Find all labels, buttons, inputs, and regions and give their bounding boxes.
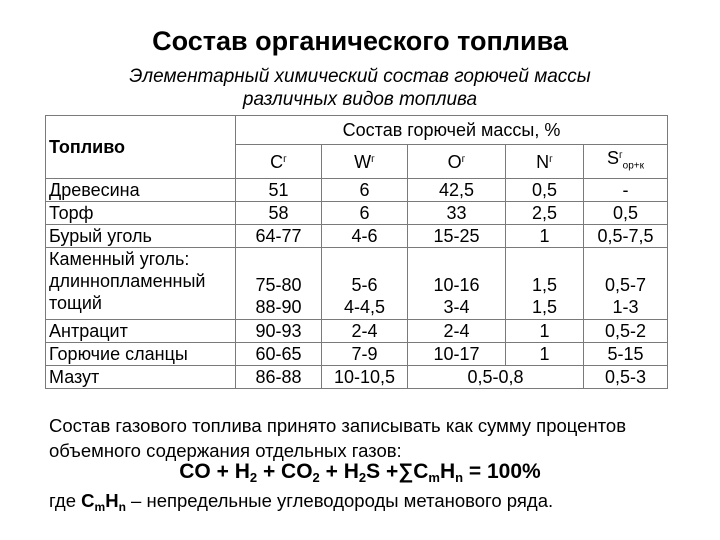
cell-n: 1 xyxy=(506,224,584,247)
cell-s: 0,5-7 1-3 xyxy=(584,247,668,319)
formula-note: где $C_mH_n$ – непредельные углеводороды метанового ряда. xyxy=(49,490,554,514)
cell-o: 15-25 xyxy=(408,224,506,247)
cell-o: 2-4 xyxy=(408,319,506,342)
cell-c: 86-88 xyxy=(236,365,322,388)
gas-fuel-paragraph: Состав газового топлива принято записывать как сумму процентов объемного содержания отдельных газов: xyxy=(49,415,627,461)
row-name: Горючие сланцы xyxy=(46,342,236,365)
subtitle-line-2: различных видов топлива xyxy=(242,89,478,110)
cell-s: 5-15 xyxy=(584,342,668,365)
subtitle-line-1: Элементарный химический состав горючей массы xyxy=(129,66,591,87)
cell-o-n: 0,5-0,8 xyxy=(408,365,584,388)
cell-n: 1 xyxy=(506,342,584,365)
cell-c: 64-77 xyxy=(236,224,322,247)
cell-s: 0,5-2 xyxy=(584,319,668,342)
cell-w: 10-10,5 xyxy=(322,365,408,388)
table-row-mazut xyxy=(46,365,668,388)
row-name: Древесина xyxy=(46,178,236,201)
cell-c: 58 xyxy=(236,201,322,224)
header-n: $N^г$ xyxy=(506,145,584,179)
cell-c: 51 xyxy=(236,178,322,201)
row-name: Антрацит xyxy=(46,319,236,342)
header-fuel: Топливо xyxy=(46,116,236,179)
header-s: $S^г_{ор+к}$ xyxy=(584,145,668,179)
cell-c: 90-93 xyxy=(236,319,322,342)
fuel-composition-table xyxy=(45,115,668,389)
table-row xyxy=(46,201,668,224)
cell-s: 0,5-7,5 xyxy=(584,224,668,247)
row-name: Бурый уголь xyxy=(46,224,236,247)
cell-w: 4-6 xyxy=(322,224,408,247)
cell-s: - xyxy=(584,178,668,201)
table-row xyxy=(46,319,668,342)
cell-o: 10-17 xyxy=(408,342,506,365)
cell-s: 0,5 xyxy=(584,201,668,224)
header-c: $C^г$ xyxy=(236,145,322,179)
page-title: Состав органического топлива xyxy=(152,26,568,56)
cell-n: 2,5 xyxy=(506,201,584,224)
cell-n: 1 xyxy=(506,319,584,342)
header-w: $W^г$ xyxy=(322,145,408,179)
page-subtitle xyxy=(0,65,720,111)
cell-s: 0,5-3 xyxy=(584,365,668,388)
cell-o: 33 xyxy=(408,201,506,224)
cell-w: 6 xyxy=(322,201,408,224)
table-row xyxy=(46,178,668,201)
cell-o: 42,5 xyxy=(408,178,506,201)
row-name: Торф xyxy=(46,201,236,224)
cell-c: 75-80 88-90 xyxy=(236,247,322,319)
cell-w: 5-6 4-4,5 xyxy=(322,247,408,319)
row-name-coal: Каменный уголь: длиннопламенный тощий xyxy=(46,247,236,319)
table-row xyxy=(46,224,668,247)
cell-w: 6 xyxy=(322,178,408,201)
header-o: $O^г$ xyxy=(408,145,506,179)
table-row-coal xyxy=(46,247,668,319)
cell-n: 0,5 xyxy=(506,178,584,201)
table-row xyxy=(46,342,668,365)
table-header-row xyxy=(46,116,668,145)
cell-w: 2-4 xyxy=(322,319,408,342)
cell-o: 10-16 3-4 xyxy=(408,247,506,319)
gas-composition-formula: CO + $H_2 + CO_2 + H_2S +\sum C_mH_n = 100\%$ xyxy=(179,460,541,485)
row-name: Мазут xyxy=(46,365,236,388)
cell-c: 60-65 xyxy=(236,342,322,365)
header-composition: Состав горючей массы, % xyxy=(236,116,668,145)
cell-n: 1,5 1,5 xyxy=(506,247,584,319)
cell-w: 7-9 xyxy=(322,342,408,365)
